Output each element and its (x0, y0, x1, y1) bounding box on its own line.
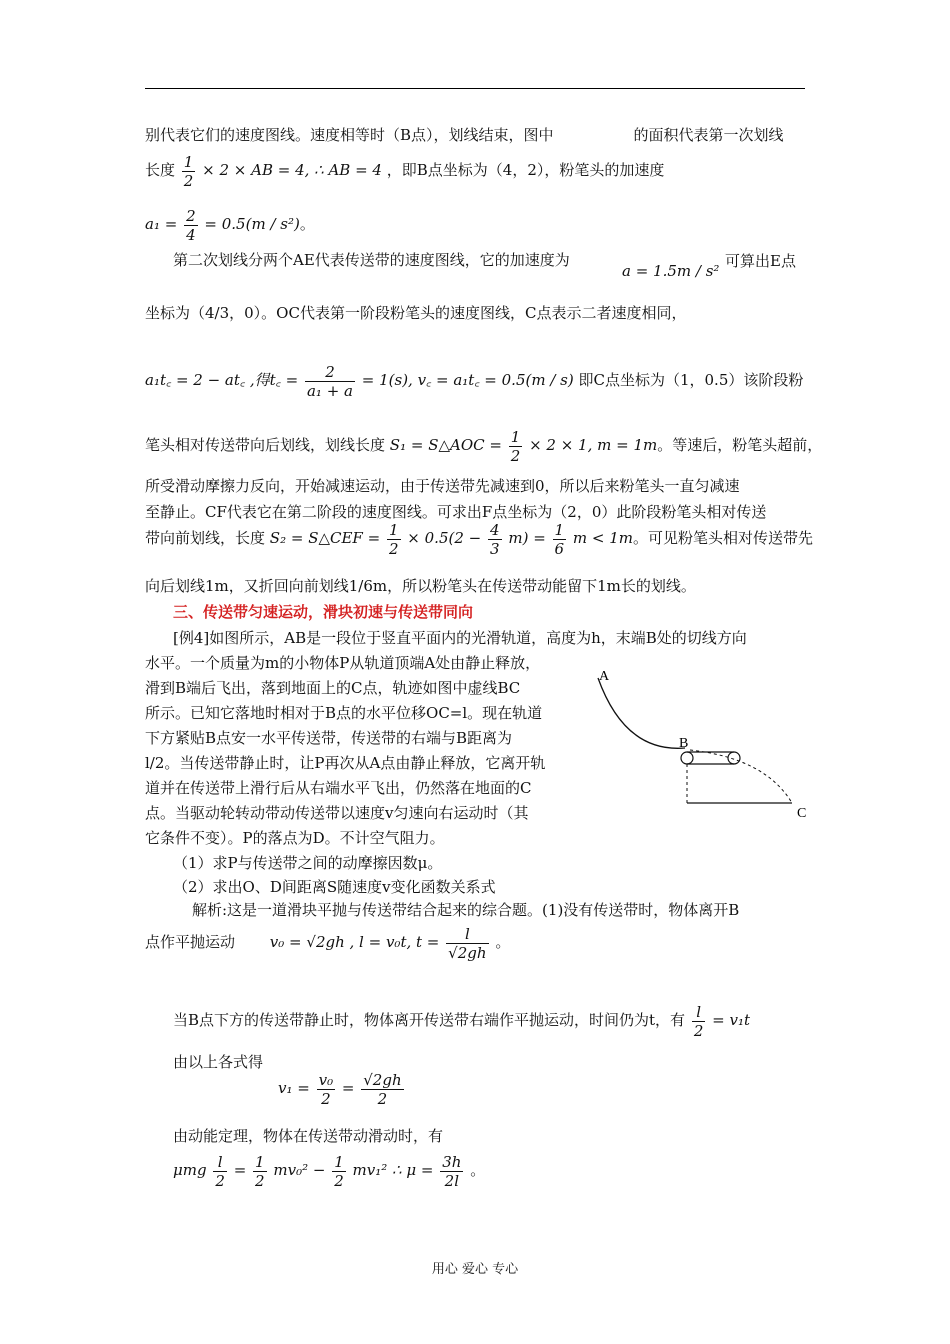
text-line: 第二次划线分两个AE代表传送带的速度图线，它的加速度为 (173, 251, 570, 269)
text-line: 坐标为（4/3，0）。OC代表第一阶段粉笔头的速度图线，C点表示二者速度相同， (145, 304, 687, 322)
track-figure (590, 668, 820, 828)
text-line: 带向前划线，长度 S₂ = S△CEF = $\frac{1}{2}$ × 0.5(2 − $\frac{4}{3}$ m) = $\frac{1}{6}$ m < 1m。可见粉笔头相对传送带先 (145, 520, 813, 558)
fraction: $\frac{√2gh}{2}$ (363, 1070, 402, 1108)
text-line: 道并在传送带上滑行后从右端水平飞出，仍然落在地面的C (145, 779, 532, 797)
text-line: 长度 $\frac{1}{2}$ × 2 × AB = 4, ∴ AB = 4 ，即B点坐标为（4，2），粉笔头的加速度 (145, 152, 665, 190)
equation: a = 1.5m / s² (622, 262, 720, 280)
text-line: 由动能定理，物体在传送带动滑动时，有 (173, 1127, 444, 1145)
text-line: 由以上各式得 (173, 1053, 264, 1071)
fraction: $\frac{1}{6}$ (554, 520, 565, 558)
equation-line: a₁ = $\frac{2}{4}$ = 0.5(m / s²)。 (145, 206, 315, 244)
text-line: 下方紧贴B点安一水平传送带，传送带的右端与B距离为 (145, 729, 513, 747)
text-line: [例4]如图所示，AB是一段位于竖直平面内的光滑轨道，高度为h，末端B处的切线方向 (173, 629, 747, 647)
question-2: （2）求出O、D间距离S随速度v变化函数关系式 (173, 878, 496, 896)
equation-line: μmg $\frac{l}{2}$ = $\frac{1}{2}$ mv₀² − $\frac{1}{2}$ mv₁² ∴ μ = $\frac{3h}{2l}$ 。 (173, 1152, 486, 1190)
label-c: C (797, 806, 807, 821)
pulley-left (681, 752, 693, 764)
section-heading: 三、传送带匀速运动，滑块初速与传送带同向 (173, 603, 474, 621)
fraction: $\frac{2}{4}$ (186, 206, 196, 244)
fraction: $\frac{2}{\text{a₁ + a}}$ (306, 362, 353, 400)
text-line: 所受滑动摩擦力反向，开始减速运动，由于传送带先减速到0，所以后来粉笔头一直匀减速 (145, 477, 740, 495)
text-line: 滑到B端后飞出，落到地面上的C点，轨迹如图中虚线BC (145, 679, 521, 697)
header-rule (145, 88, 805, 89)
equation-line: a₁t꜀ = 2 − at꜀ ,得t꜀ = $\frac{2}{\text{a₁ + a}}$ = 1(s), v꜀ = a₁t꜀ = 0.5(m / s) 即C点坐标为（1，0.5）该阶段粉 (145, 362, 804, 400)
fraction: $\frac{l}{2}$ (693, 1002, 704, 1040)
fraction: $\frac{1}{2}$ (255, 1152, 265, 1190)
text-line: 所示。已知它落地时相对于B点的水平位移OC=l。现在轨道 (145, 704, 543, 722)
text-line: 点。当驱动轮转动带动传送带以速度v匀速向右运动时（其 (145, 804, 529, 822)
equation-line: 点作平抛运动 v₀ = √2gh , l = v₀t, t = $\frac{l}{√2gh}$ 。 (145, 924, 511, 962)
track-curve (598, 678, 685, 748)
text-line: 笔头相对传送带向后划线，划线长度 S₁ = S△AOC = $\frac{1}{2}$ × 2 × 1, m = 1m。等速后，粉笔头超前， (145, 427, 823, 465)
text-line: 至静止。CF代表它在第二阶段的速度图线。可求出F点坐标为（2，0）此阶段粉笔头相对传送 (145, 503, 767, 521)
fraction: $\frac{1}{2}$ (183, 152, 194, 190)
equation-line: v₁ = $\frac{\text{v₀}}{2}$ = $\frac{√2gh}{2}$ (278, 1070, 402, 1108)
text-line: 可算出E点 (725, 252, 796, 270)
equation-line: 当B点下方的传送带静止时，物体离开传送带右端作平抛运动，时间仍为t，有 $\frac{l}{2}$ = v₁t (173, 1002, 751, 1040)
pulley-right (728, 752, 740, 764)
fraction: $\frac{1}{2}$ (334, 1152, 344, 1190)
fraction: $\frac{4}{3}$ (490, 520, 500, 558)
label-b: B (679, 736, 689, 751)
text-line: 向后划线1m，又折回向前划线1/6m，所以粉笔头在传送带动能留下1m长的划线。 (145, 577, 696, 595)
fraction: $\frac{l}{2}$ (215, 1152, 225, 1190)
text-line: 它条件不变）。P的落点为D。不计空气阻力。 (145, 829, 445, 847)
fraction: $\frac{\text{v₀}}{2}$ (318, 1070, 334, 1108)
page-footer: 用心 爱心 专心 (431, 1262, 519, 1277)
fraction: $\frac{3h}{2l}$ (442, 1152, 462, 1190)
equation: × 2 × AB = 4, ∴ AB = 4 (202, 161, 382, 179)
text-line: l/2。当传送带静止时，让P再次从A点由静止释放，它离开轨 (145, 754, 546, 772)
fraction: $\frac{1}{2}$ (510, 427, 521, 465)
text-line: 解析:这是一道滑块平抛与传送带结合起来的综合题。(1)没有传送带时，物体离开B (192, 901, 740, 919)
label-a: A (599, 669, 610, 684)
fraction: $\frac{1}{2}$ (388, 520, 399, 558)
fraction: $\frac{l}{√2gh}$ (448, 924, 487, 962)
text-line: 别代表它们的速度图线。速度相等时（B点），划线结束，图中 的面积代表第一次划线 (145, 126, 784, 144)
trajectory-dashed (690, 750, 792, 803)
question-1: （1）求P与传送带之间的动摩擦因数μ。 (173, 854, 443, 872)
text-line: 水平。一个质量为m的小物体P从轨道顶端A处由静止释放， (145, 654, 541, 672)
